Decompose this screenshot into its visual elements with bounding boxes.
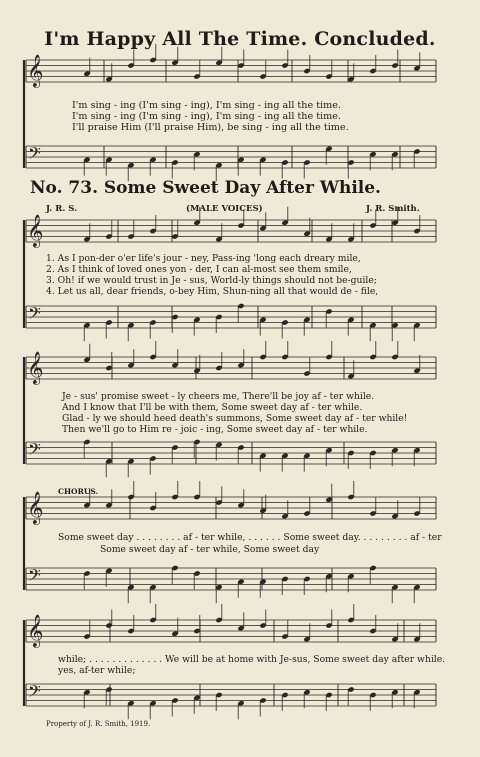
chorus-lyric: yes, af-ter while; xyxy=(58,665,136,676)
bass-clef-icon: 𝄢 xyxy=(28,439,41,463)
chorus-lyric: Some sweet day . . . . . . . . af - ter while, . . . . . . Some sweet day. . . . . . . . . af - ter xyxy=(58,532,442,543)
treble-clef-icon: 𝄞 xyxy=(27,491,44,524)
chorus-lyric: while; . . . . . . . . . . . . . We will be at home with Je-sus, Some sweet day after while. xyxy=(58,654,446,665)
bass-clef-icon: 𝄢 xyxy=(28,681,41,705)
verse-lyric: 2. As I think of loved ones yon - der, I can al-most see them smile, xyxy=(46,264,352,275)
bass-clef-icon: 𝄢 xyxy=(28,143,41,167)
previous-song-title: I'm Happy All The Time. Concluded. xyxy=(44,28,436,50)
bass-clef-icon: 𝄢 xyxy=(28,303,41,327)
lyric-line: I'm sing - ing (I'm sing - ing), I'm sing - ing all the time. xyxy=(72,111,341,122)
treble-clef-icon: 𝄞 xyxy=(27,614,44,647)
verse-lyric: Then we'll go to Him re - joic - ing, Some sweet day af - ter while. xyxy=(62,424,368,435)
verse-lyric: 4. Let us all, dear friends, o-bey Him, Shun-ning all that would de - file, xyxy=(46,286,379,297)
verse-lyric: 3. Oh! if we would trust in Je - sus, World-ly things should not be-guile; xyxy=(46,275,377,286)
composer: J. R. Smith. xyxy=(366,204,420,214)
treble-clef-icon: 𝄞 xyxy=(27,214,44,247)
verse-lyric: Glad - ly we should heed death's summons, Some sweet day af - ter while! xyxy=(62,413,408,424)
treble-clef-icon: 𝄞 xyxy=(27,351,44,384)
lyric-line: I'll praise Him (I'll praise Him), be sing - ing all the time. xyxy=(72,122,349,133)
bass-clef-icon: 𝄢 xyxy=(28,565,41,589)
copyright-footer: Property of J. R. Smith, 1919. xyxy=(46,720,151,728)
treble-clef-icon: 𝄞 xyxy=(27,54,44,87)
chorus-lyric: Some sweet day af - ter while, Some sweet day xyxy=(100,544,320,555)
lyric-line: I'm sing - ing (I'm sing - ing), I'm sing - ing all the time. xyxy=(72,100,341,111)
verse-lyric: And I know that I'll be with them, Some sweet day af - ter while. xyxy=(62,402,363,413)
chorus-label: CHORUS. xyxy=(58,487,99,496)
lyricist: J. R. S. xyxy=(46,204,78,214)
verse-lyric: Je - sus' promise sweet - ly cheers me, There'll be joy af - ter while. xyxy=(62,391,375,402)
song-title: No. 73. Some Sweet Day After While. xyxy=(30,178,381,198)
voice-indication: (MALE VOICES) xyxy=(186,204,263,214)
verse-lyric: 1. As I pon-der o'er life's jour - ney, Pass-ing 'long each dreary mile, xyxy=(46,253,361,264)
